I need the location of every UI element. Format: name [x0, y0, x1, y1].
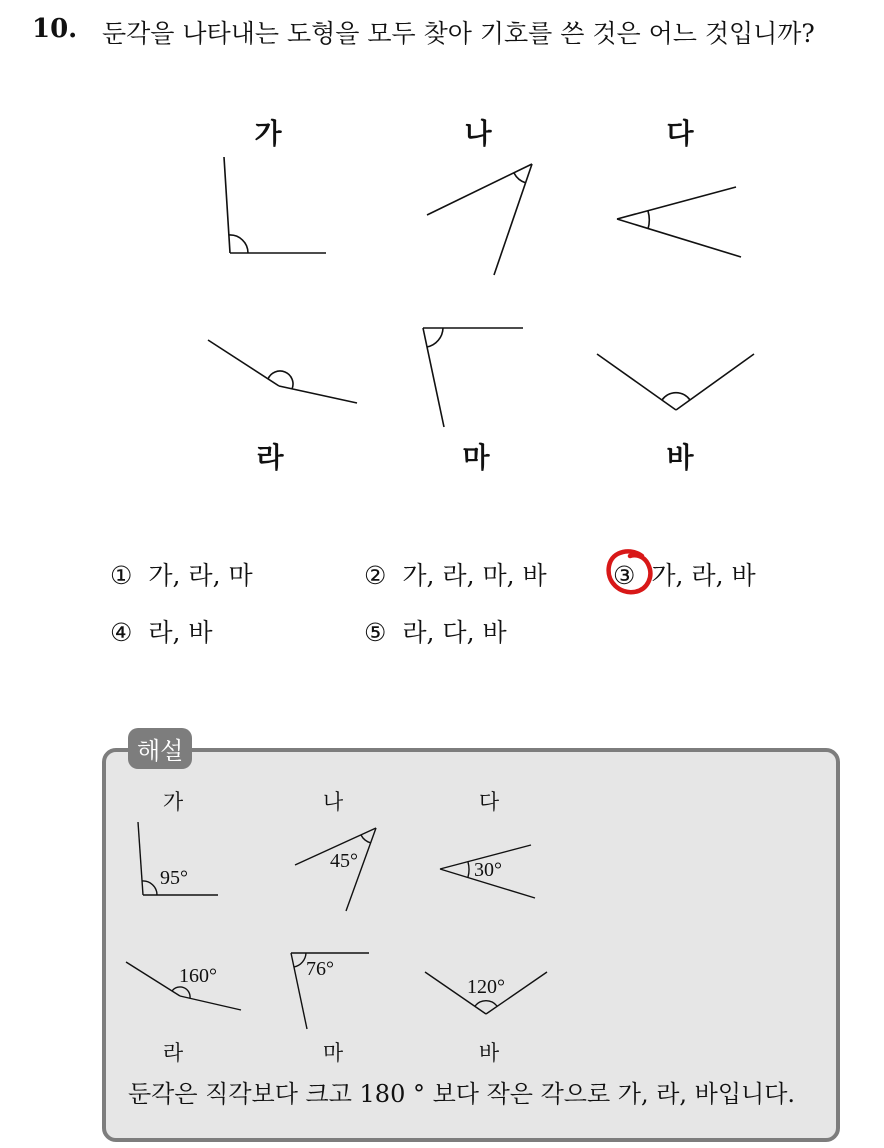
solution-tag: 해설	[128, 728, 192, 769]
solution-angle-value-ba: 120°	[467, 976, 505, 998]
figure-label-ma: 마	[462, 441, 490, 474]
solution-label-ga: 가	[162, 790, 184, 814]
figure-label-ga: 가	[254, 117, 282, 150]
solution-angle-value-ma: 76°	[306, 958, 334, 980]
solution-angle-value-ra: 160°	[179, 965, 217, 987]
figure-label-ba: 바	[666, 441, 694, 474]
solution-angle-value-na: 45°	[330, 850, 358, 872]
solution-label-ba: 바	[478, 1041, 500, 1065]
question-text: 둔각을 나타내는 도형을 모두 찾아 기호를 쓴 것은 어느 것입니까?	[102, 19, 815, 48]
solution-angle-value-ga: 95°	[160, 867, 188, 889]
solution-label-ma: 마	[322, 1041, 344, 1065]
option-text: 가, 라, 마, 바	[402, 561, 547, 590]
option-marker: ③	[613, 561, 636, 590]
solution-summary: 둔각은 직각보다 크고 180 ° 보다 작은 각으로 가, 라, 바입니다.	[128, 1080, 796, 1108]
option-text: 라, 바	[148, 618, 213, 647]
solution-label-ra: 라	[162, 1041, 184, 1065]
solution-label-da: 다	[478, 790, 500, 814]
solution-label-na: 나	[322, 790, 344, 814]
question-number: 10.	[32, 14, 78, 44]
option-marker: ①	[110, 561, 133, 590]
option-text: 가, 라, 마	[148, 561, 253, 590]
figure-label-ra: 라	[256, 441, 284, 474]
option-marker: ②	[364, 561, 387, 590]
option-text: 라, 다, 바	[402, 618, 507, 647]
figure-label-da: 다	[666, 117, 694, 150]
option-marker: ⑤	[364, 618, 387, 647]
option-marker: ④	[110, 618, 133, 647]
figure-label-na: 나	[464, 117, 492, 150]
solution-angle-value-da: 30°	[474, 859, 502, 881]
option-text: 가, 라, 바	[651, 561, 756, 590]
